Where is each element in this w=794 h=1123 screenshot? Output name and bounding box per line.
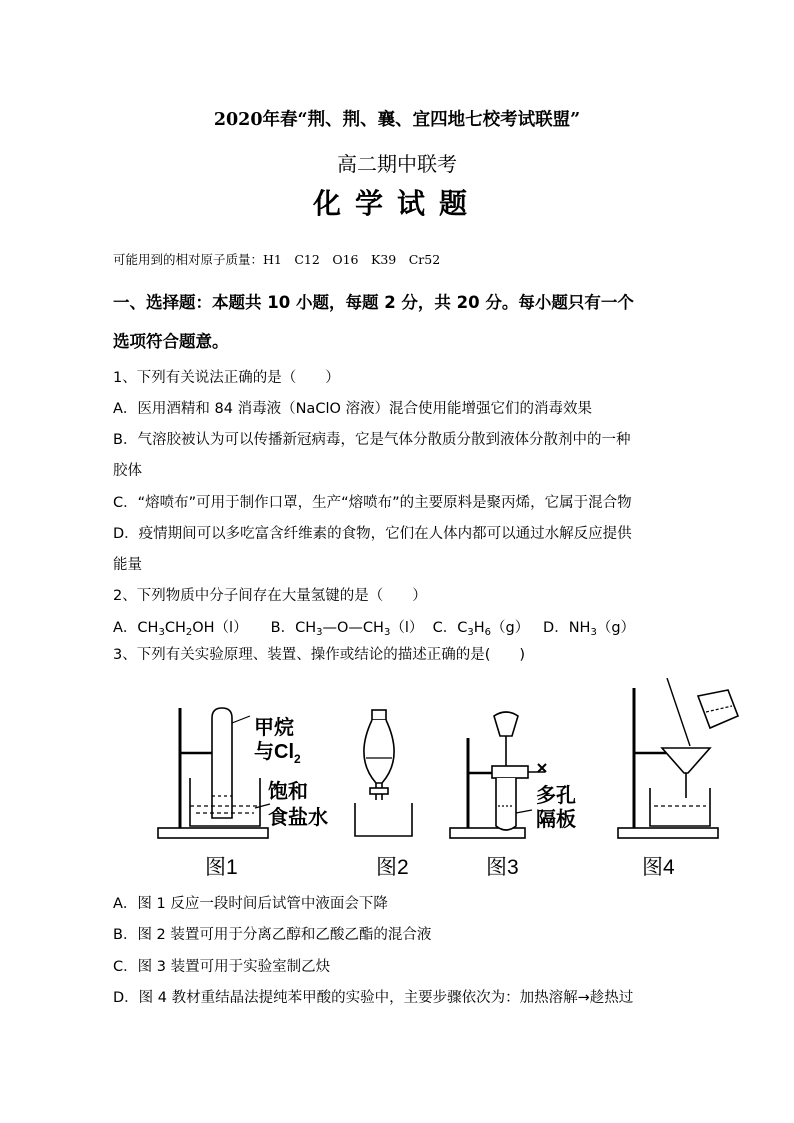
section-heading: 一、选择题：本题共 10 小题，每题 2 分，共 20 分。每小题只有一个 (113, 293, 634, 312)
q2-options (113, 618, 635, 638)
figure3-apparatus (450, 712, 546, 838)
figure2-apparatus (355, 710, 412, 836)
exam-title: 2020年春“荆、荆、襄、宜四地七校考试联盟” (213, 110, 581, 130)
q2-option-c: C．$C_3H_6(g)$ (432, 620, 530, 638)
fig3-label-porous: 多孔 (536, 785, 576, 807)
q3-option-d: D．图 4 教材重结晶法提纯苯甲酸的实验中，主要步骤依次为：加热溶解→趁热过 (113, 990, 634, 1006)
caption-fig3: 图3 (486, 856, 519, 878)
q1-stem: 1、下列有关说法正确的是（ ） (113, 370, 340, 386)
caption-fig4: 图4 (642, 856, 675, 878)
q1-option-b: B．气溶胶被认为可以传播新冠病毒，它是气体分散质分散到液体分散剂中的一种 (113, 432, 631, 448)
fig1-label-cl2: 与$Cl_2$ (254, 741, 301, 766)
caption-fig2: 图2 (376, 856, 409, 878)
q2-option-d: D．$NH_3(g)$ (543, 620, 636, 638)
q2-option-a: A．$CH_3CH_2OH(l)$ (113, 620, 248, 638)
q2-option-b: B．$CH_3—O—CH_3(l)$ (270, 620, 424, 638)
apparatus-figure (150, 678, 740, 878)
fig1-label-methane: 甲烷 (254, 717, 294, 739)
figure4-apparatus (618, 678, 738, 838)
subject-title: 化学试题 (312, 187, 481, 220)
atomic-masses: 可能用到的相对原子质量：H1 C12 O16 K39 Cr52 (113, 252, 441, 267)
q1-option-b-cont: 胶体 (113, 463, 142, 479)
fig1-label-saturated: 饱和 (268, 781, 308, 803)
q3-option-b: B．图 2 装置可用于分离乙醇和乙酸乙酯的混合液 (113, 927, 432, 943)
q1-option-d-cont: 能量 (113, 557, 142, 573)
fig1-label-brine: 食盐水 (268, 807, 328, 829)
q3-stem: 3、下列有关实验原理、装置、操作或结论的描述正确的是( ) (113, 647, 526, 663)
q1-option-d: D．疫情期间可以多吃富含纤维素的食物，它们在人体内都可以通过水解反应提供 (113, 526, 632, 542)
section-heading-cont: 选项符合题意。 (113, 332, 229, 351)
q1-option-a: A．医用酒精和 84 消毒液（NaClO 溶液）混合使用能增强它们的消毒效果 (113, 401, 592, 417)
exam-subtitle: 高二期中联考 (337, 152, 457, 176)
q2-stem: 2、下列物质中分子间存在大量氢键的是（ ） (113, 588, 427, 604)
q3-option-a: A．图 1 反应一段时间后试管中液面会下降 (113, 896, 388, 912)
q1-option-c: C．“熔喷布”可用于制作口罩，生产“熔喷布”的主要原料是聚丙烯，它属于混合物 (113, 495, 632, 511)
caption-fig1: 图1 (205, 856, 238, 878)
q3-option-c: C．图 3 装置可用于实验室制乙炔 (113, 959, 331, 975)
fig3-label-plate: 隔板 (536, 809, 576, 831)
